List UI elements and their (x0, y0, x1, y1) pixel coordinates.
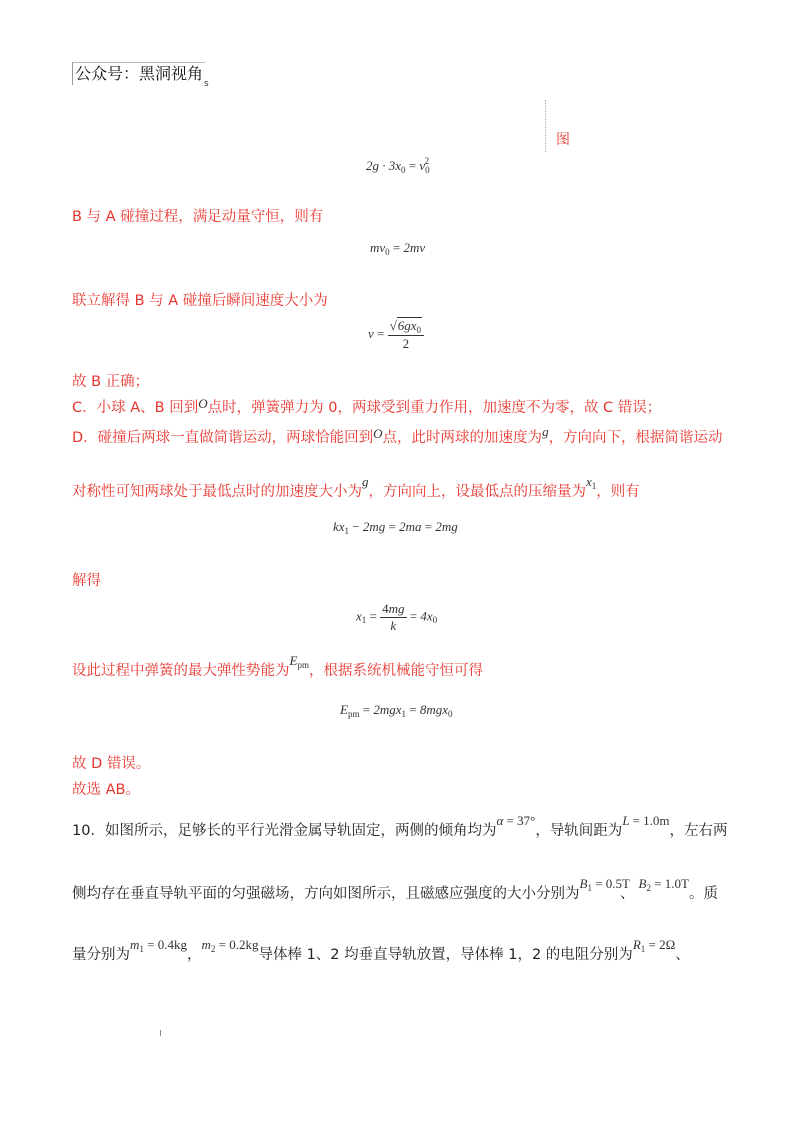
q10-part7: 导体棒 1、2 均垂直导轨放置，导体棒 1，2 的电阻分别为 (258, 947, 633, 963)
text-symmetry (72, 474, 640, 503)
equation-momentum: $mv_0 = 2mv$ (370, 240, 426, 257)
text-elastic-energy (72, 653, 483, 682)
option-d-part2: 点，此时两球的加速度为 (382, 430, 543, 446)
elastic-part2: ，根据系统机械能守恒可得 (308, 663, 483, 679)
symbol-Epm: $E_{pm}$ (289, 653, 309, 670)
symmetry-part3: ，则有 (596, 484, 640, 500)
q10-part2: ，导轨间距为 (535, 823, 623, 839)
rail-spacing: L = 1.0m (622, 813, 670, 828)
option-c-part1: C．小球 A、B 回到 (72, 400, 199, 416)
q10-sep3: 、 (675, 947, 690, 963)
symmetry-part1: 对称性可知两球处于最低点时的加速度大小为 (72, 484, 362, 500)
elastic-part1: 设此过程中弹簧的最大弹性势能为 (72, 663, 290, 679)
r1-value: $R_1 = 2\Omega$ (632, 937, 676, 954)
equation-velocity: v = $\frac{√6gx_0}{2}$ (368, 318, 424, 352)
text-solve: 解得 (72, 573, 101, 589)
q10-part3: ，左右两 (669, 823, 728, 839)
q10-sep1: 、 (619, 886, 635, 902)
q10-sep2: ， (186, 947, 202, 963)
option-d-part1: D．碰撞后两球一直做简谐运动，两球恰能回到 (72, 430, 374, 446)
logo-text: 公众号：黑洞视角 (75, 64, 204, 83)
m2-value: $m_2 = 0.2kg$ (201, 937, 259, 954)
text-option-c (72, 398, 661, 418)
symbol-O-2: O (373, 426, 383, 441)
q10-part5: 。质 (688, 886, 718, 902)
corner-label: 图 (556, 132, 570, 148)
symbol-g-2: g (362, 474, 369, 489)
symbol-O: O (198, 396, 208, 411)
text-option-d (72, 424, 723, 448)
text-momentum-intro: B 与 A 碰撞过程，满足动量守恒，则有 (72, 209, 324, 225)
option-d-part3: ，方向向下，根据简谐运动 (548, 430, 723, 446)
equation-compression: $x_1$ = $\frac{4mg}{k}$ = $4x_0$ (356, 601, 438, 633)
question-10-line2 (72, 876, 718, 905)
alpha-value: α = 37° (496, 813, 536, 828)
b2-value: $B_2 = 1.0T$ (638, 876, 689, 893)
symbol-g: g (542, 424, 549, 439)
symbol-x1: $x_1$ (586, 474, 597, 491)
header-logo (72, 62, 205, 85)
symmetry-part2: ，方向向上，设最低点的压缩量为 (368, 484, 586, 500)
corner-dots (545, 100, 548, 152)
question-10-line3 (72, 937, 690, 966)
equation-newton: $kx_1 - 2mg = 2ma = 2mg$ (333, 519, 458, 536)
text-solve-velocity: 联立解得 B 与 A 碰撞后瞬间速度大小为 (72, 293, 328, 309)
q10-part1: 10．如图所示，足够长的平行光滑金属导轨固定，两侧的倾角均为 (72, 823, 497, 839)
text-answer: 故选 AB。 (72, 782, 140, 798)
m1-value: $m_1 = 0.4kg$ (130, 937, 187, 954)
equation-energy: $2g \cdot 3x_0 = v_0^2$ (366, 156, 430, 175)
b1-value: $B_1 = 0.5T$ (579, 876, 630, 893)
equation-energy-max: $E_{pm} = 2mgx_1 = 8mgx_0$ (340, 702, 453, 719)
footer-tick (160, 1030, 161, 1036)
text-b-correct: 故 B 正确； (72, 374, 150, 390)
option-c-part2: 点时，弹簧弹力为 0，两球受到重力作用，加速度不为零，故 C 错误； (207, 400, 662, 416)
stray-mark: s (204, 79, 209, 89)
q10-part4: 侧均存在垂直导轨平面的匀强磁场，方向如图所示，且磁感应强度的大小分别为 (72, 886, 580, 902)
q10-part6: 量分别为 (72, 947, 130, 963)
question-10-line1 (72, 813, 728, 841)
text-d-wrong: 故 D 错误。 (72, 756, 151, 772)
